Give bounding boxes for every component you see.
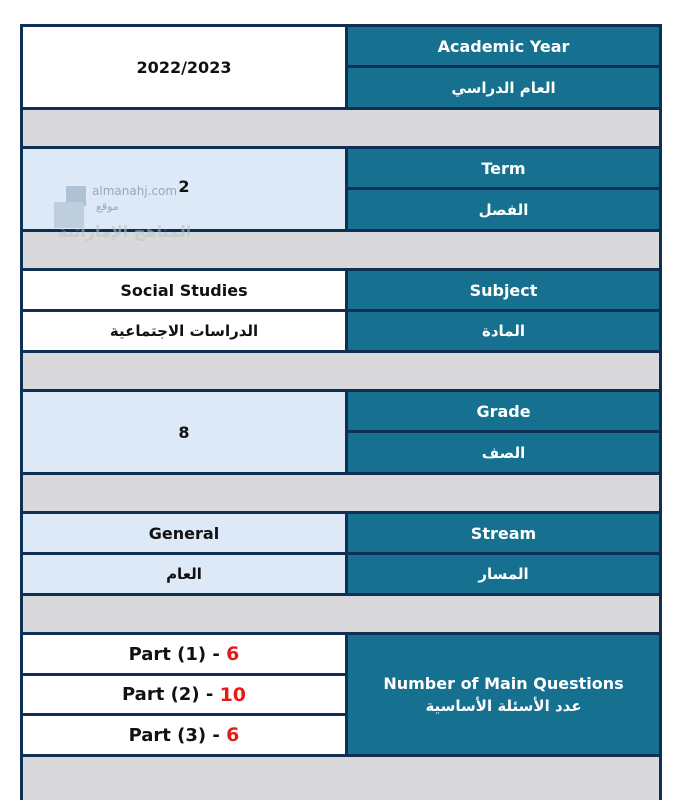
subject-label-ar — [348, 312, 659, 350]
academic-year-label-ar — [348, 68, 659, 107]
grade-value-text: 8 — [178, 422, 190, 442]
term-label-en — [348, 149, 659, 187]
academic-year-label-ar-text: العام الدراسي — [451, 78, 556, 97]
subject-label-en — [348, 271, 659, 309]
subject-value-ar — [23, 312, 345, 350]
term-value-text: 2 — [178, 177, 190, 196]
watermark-site-text: almanahj.com — [92, 184, 178, 198]
grade-label-ar-text: الصف — [481, 443, 526, 462]
main-questions-label-en: Number of Main Questions — [383, 673, 624, 693]
subject-value-ar-text: الدراسات الاجتماعية — [109, 322, 259, 340]
term-label-en-text: Term — [481, 158, 526, 178]
stream-value-en — [23, 514, 345, 552]
spacer-row — [23, 757, 659, 800]
subject-value-en — [23, 271, 345, 309]
stream-label-en — [348, 514, 659, 552]
part-2-label: Part (2) - — [121, 684, 220, 705]
part-2-row — [23, 676, 345, 713]
spacer-row — [23, 353, 659, 389]
subject-label-en-text: Subject — [469, 280, 538, 300]
part-3-row — [23, 716, 345, 754]
watermark-brand: المناهج الإماراتية — [58, 222, 192, 241]
stream-label-ar — [348, 555, 659, 593]
term-label-ar — [348, 190, 659, 229]
main-questions-label-ar: عدد الأسئلة الأساسية — [425, 696, 582, 715]
academic-year-value — [23, 27, 345, 107]
stream-value-en-text: General — [148, 523, 220, 543]
subject-value-en-text: Social Studies — [120, 280, 248, 300]
exam-info-table — [20, 24, 662, 800]
stream-value-ar-text: العام — [166, 565, 202, 583]
watermark-brand-top: موقع — [96, 200, 119, 213]
academic-year-label-en-text: Academic Year — [437, 36, 570, 56]
part-1-count: 6 — [226, 643, 240, 665]
spacer-row — [23, 596, 659, 632]
part-1-label: Part (1) - — [128, 643, 227, 665]
academic-year-label-en — [348, 27, 659, 65]
part-3-label: Part (3) - — [128, 724, 227, 746]
academic-year-value-text: 2022/2023 — [136, 57, 232, 77]
almanahj-watermark — [52, 178, 192, 248]
grade-label-en-text: Grade — [476, 401, 531, 421]
part-3-count: 6 — [226, 724, 240, 746]
spacer-row — [23, 110, 659, 146]
grade-label-ar — [348, 433, 659, 472]
main-questions-label — [348, 635, 659, 754]
stream-label-ar-text: المسار — [478, 565, 529, 583]
grade-value — [23, 392, 345, 472]
stream-label-en-text: Stream — [470, 523, 537, 543]
grade-label-en — [348, 392, 659, 430]
part-2-count: 10 — [219, 683, 247, 706]
term-label-ar-text: الفصل — [478, 200, 529, 219]
stream-value-ar — [23, 555, 345, 593]
part-1-row — [23, 635, 345, 673]
subject-label-ar-text: المادة — [482, 322, 526, 340]
spacer-row — [23, 475, 659, 511]
